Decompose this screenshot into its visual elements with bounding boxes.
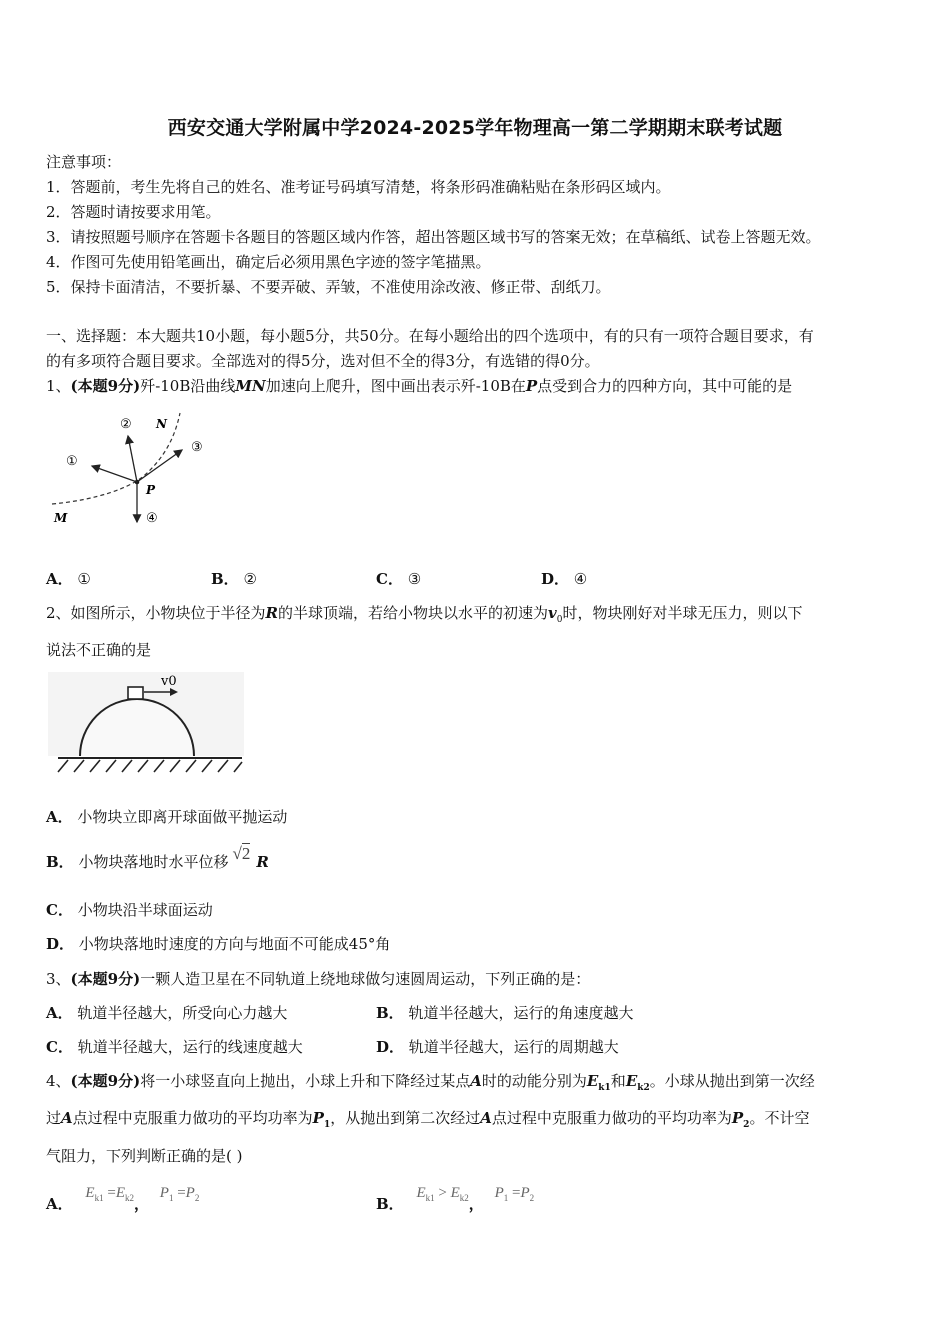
formula-symbol: E <box>450 1185 460 1201</box>
option-text: ① <box>77 570 91 588</box>
option-text: 小物块落地时速度的方向与地面不可能成45°角 <box>78 935 391 953</box>
q2-text: 时，物块刚好对半球无压力，则以下 <box>562 604 803 622</box>
q3-text: 一颗人造卫星在不同轨道上绕地球做匀速圆周运动，下列正确的是： <box>140 970 591 988</box>
q1-option-d[interactable] <box>541 569 587 589</box>
label-4: ④ <box>146 511 158 526</box>
q4-text: 过 <box>46 1109 62 1127</box>
formula-symbol: P <box>494 1185 504 1201</box>
q4-p2-symbol: P <box>731 1109 744 1127</box>
q4-number: 4、 <box>46 1072 71 1090</box>
option-text: 轨道半径越大，运行的线速度越大 <box>77 1038 303 1056</box>
q4-text: 点过程中克服重力做功的平均功率为 <box>491 1109 732 1127</box>
option-letter: C． <box>376 570 403 588</box>
option-letter: B． <box>211 570 239 588</box>
formula-relation: = <box>177 1185 186 1201</box>
formula-symbol: E <box>416 1185 426 1201</box>
ground-hatching <box>58 760 242 772</box>
option-letter: B． <box>376 1195 404 1213</box>
q1-tag: (本题9分) <box>70 377 141 395</box>
q2-stem-line2: 说法不正确的是 <box>46 641 152 659</box>
q4-ek2-symbol: E <box>625 1072 638 1090</box>
option-letter: D． <box>46 935 75 953</box>
option-text: 轨道半径越大，运行的周期越大 <box>408 1038 619 1056</box>
formula-subscript: 1 <box>168 1193 174 1203</box>
notes-item: 4．作图可先使用铅笔画出，确定后必须用黑色字迹的签字笔描黑。 <box>46 253 491 271</box>
formula-symbol: E <box>115 1185 125 1201</box>
label-n: N <box>156 417 167 431</box>
q2-velocity-symbol: v <box>548 604 557 622</box>
formula-subscript: k2 <box>459 1193 469 1203</box>
formula <box>416 1185 468 1201</box>
q4-text: 将一小球竖直向上抛出，小球上升和下降经过某点 <box>140 1072 471 1090</box>
option-letter: C． <box>46 901 73 919</box>
option-letter: A． <box>46 1004 73 1022</box>
option-letter: B． <box>376 1004 404 1022</box>
q4-text: 时的动能分别为 <box>481 1072 587 1090</box>
q4-p2-subscript: 2 <box>743 1120 750 1130</box>
q4-stem-line1 <box>46 1071 815 1098</box>
force-arrow-2 <box>128 436 137 482</box>
q1-point-name: P <box>525 377 538 395</box>
q1-curve-name: MN <box>235 377 266 395</box>
q2-option-d[interactable] <box>46 934 390 954</box>
q4-stem-line3: 气阻力，下列判断正确的是( ) <box>46 1147 243 1165</box>
q3-stem <box>46 969 590 989</box>
q4-ek1-symbol: E <box>586 1072 599 1090</box>
formula-relation: > <box>438 1185 447 1201</box>
notes-item: 3．请按照题号顺序在答题卡各题目的答题区域内作答，超出答题区域书写的答案无效；在草稿纸、试卷上答题无效。 <box>46 228 821 246</box>
q2-stem-line1 <box>46 603 803 630</box>
q3-option-c[interactable] <box>46 1037 303 1057</box>
q2-hemisphere-diagram <box>48 672 244 776</box>
option-text: ④ <box>573 570 588 588</box>
q4-option-b[interactable] <box>376 1182 535 1213</box>
q4-tag: (本题9分) <box>70 1072 141 1090</box>
q4-point-symbol: A <box>480 1109 492 1127</box>
label-p: P <box>146 483 156 497</box>
q3-tag: (本题9分) <box>70 970 141 988</box>
q1-stem <box>46 376 792 396</box>
section-intro-line1: 一、选择题：本大题共10小题，每小题5分，共50分。在每小题给出的四个选项中，有的只有一项符合题目要求，有 <box>46 327 814 345</box>
notes-item: 1．答题前，考生先将自己的姓名、准考证号码填写清楚，将条形码准确粘贴在条形码区域内。 <box>46 178 671 196</box>
q4-text: 和 <box>610 1072 626 1090</box>
formula-subscript: k2 <box>124 1193 134 1203</box>
formula <box>85 1185 134 1201</box>
formula-symbol: P <box>185 1185 195 1201</box>
q1-text: 歼-10B沿曲线 <box>140 377 236 395</box>
option-text: R <box>256 853 269 871</box>
q1-text: 点受到合力的四种方向，其中可能的是 <box>537 377 793 395</box>
option-text: 小物块立即离开球面做平抛运动 <box>77 808 288 826</box>
formula-subscript: 1 <box>503 1193 509 1203</box>
q1-option-b[interactable] <box>211 569 257 589</box>
q4-text: ，从抛出到第二次经过 <box>330 1109 481 1127</box>
q1-text: 加速向上爬升，图中画出表示歼-10B在 <box>265 377 526 395</box>
section-intro-line2: 的有多项符合题目要求。全部选对的得5分，选对但不全的得3分，有选错的得0分。 <box>46 352 600 370</box>
label-2: ② <box>120 417 132 432</box>
formula-subscript: 2 <box>529 1193 535 1203</box>
option-text: 轨道半径越大，所受向心力越大 <box>77 1004 288 1022</box>
notes-heading: 注意事项： <box>46 153 122 171</box>
q2-option-b[interactable] <box>46 844 269 872</box>
formula-subscript: k1 <box>425 1193 435 1203</box>
formula-separator: ， <box>468 1195 484 1213</box>
q2-text: 的半球顶端，若给小物块以水平的初速为 <box>278 604 549 622</box>
q3-number: 3、 <box>46 970 71 988</box>
option-letter: B． <box>46 853 74 871</box>
q4-text: 点过程中克服重力做功的平均功率为 <box>72 1109 313 1127</box>
small-block <box>128 687 143 699</box>
formula-relation: = <box>512 1185 521 1201</box>
force-arrow-1 <box>92 466 137 482</box>
option-letter: D． <box>376 1038 405 1056</box>
option-letter: D． <box>541 570 570 588</box>
notes-item: 2．答题时请按要求用笔。 <box>46 203 221 221</box>
q2-velocity-subscript: 0 <box>556 615 563 625</box>
q3-option-b[interactable] <box>376 1003 633 1023</box>
q2-option-c[interactable] <box>46 900 213 920</box>
q4-text: 。不计空 <box>749 1109 810 1127</box>
q4-option-a[interactable] <box>46 1182 200 1213</box>
q4-point-symbol: A <box>470 1072 482 1090</box>
q3-option-a[interactable] <box>46 1003 287 1023</box>
q4-ek2-subscript: k2 <box>637 1083 650 1093</box>
option-letter: A． <box>46 808 73 826</box>
q2-text: 2、如图所示，小物块位于半径为 <box>46 604 266 622</box>
notes-item: 5．保持卡面清洁，不要折暴、不要弄破、弄皱，不准使用涂改液、修正带、刮纸刀。 <box>46 278 611 296</box>
q4-point-symbol: A <box>61 1109 73 1127</box>
q2-option-a[interactable] <box>46 807 287 827</box>
q4-text: 。小球从抛出到第一次经 <box>649 1072 815 1090</box>
option-letter: A． <box>46 570 73 588</box>
option-text: ② <box>243 570 257 588</box>
q4-stem-line2 <box>46 1108 809 1135</box>
formula <box>495 1185 535 1201</box>
q1-number: 1、 <box>46 377 71 395</box>
formula-subscript: 2 <box>194 1193 200 1203</box>
formula-symbol: E <box>85 1185 95 1201</box>
formula-relation: = <box>107 1185 116 1201</box>
formula <box>160 1185 200 1201</box>
q4-p1-subscript: 1 <box>323 1120 331 1130</box>
formula-separator: ， <box>133 1195 149 1213</box>
option-text: ③ <box>407 570 422 588</box>
v0-label: v0 <box>161 674 177 689</box>
force-arrow-3 <box>137 450 182 482</box>
label-m: M <box>54 511 68 525</box>
option-letter: C． <box>46 1038 73 1056</box>
q4-ek1-subscript: k1 <box>598 1083 611 1093</box>
formula-symbol: P <box>159 1185 169 1201</box>
q2-radius-symbol: R <box>265 604 279 622</box>
formula-subscript: k1 <box>94 1193 104 1203</box>
sqrt-value: 2 <box>241 844 251 863</box>
label-3: ③ <box>191 440 203 455</box>
q3-option-d[interactable] <box>376 1037 619 1057</box>
page-title: 西安交通大学附属中学2024-2025学年物理高一第二学期期末联考试题 <box>167 117 783 139</box>
q1-option-a[interactable] <box>46 569 91 589</box>
label-1: ① <box>66 454 78 469</box>
q4-p1-symbol: P <box>312 1109 324 1127</box>
formula-symbol: P <box>520 1185 530 1201</box>
q1-option-c[interactable] <box>376 569 421 589</box>
option-letter: A． <box>46 1195 73 1213</box>
option-text: 小物块落地时水平位移 <box>78 853 229 871</box>
q1-force-diagram <box>46 408 226 533</box>
sqrt-expression: √2 <box>232 844 251 863</box>
option-text: 小物块沿半球面运动 <box>77 901 213 919</box>
option-text: 轨道半径越大，运行的角速度越大 <box>408 1004 634 1022</box>
